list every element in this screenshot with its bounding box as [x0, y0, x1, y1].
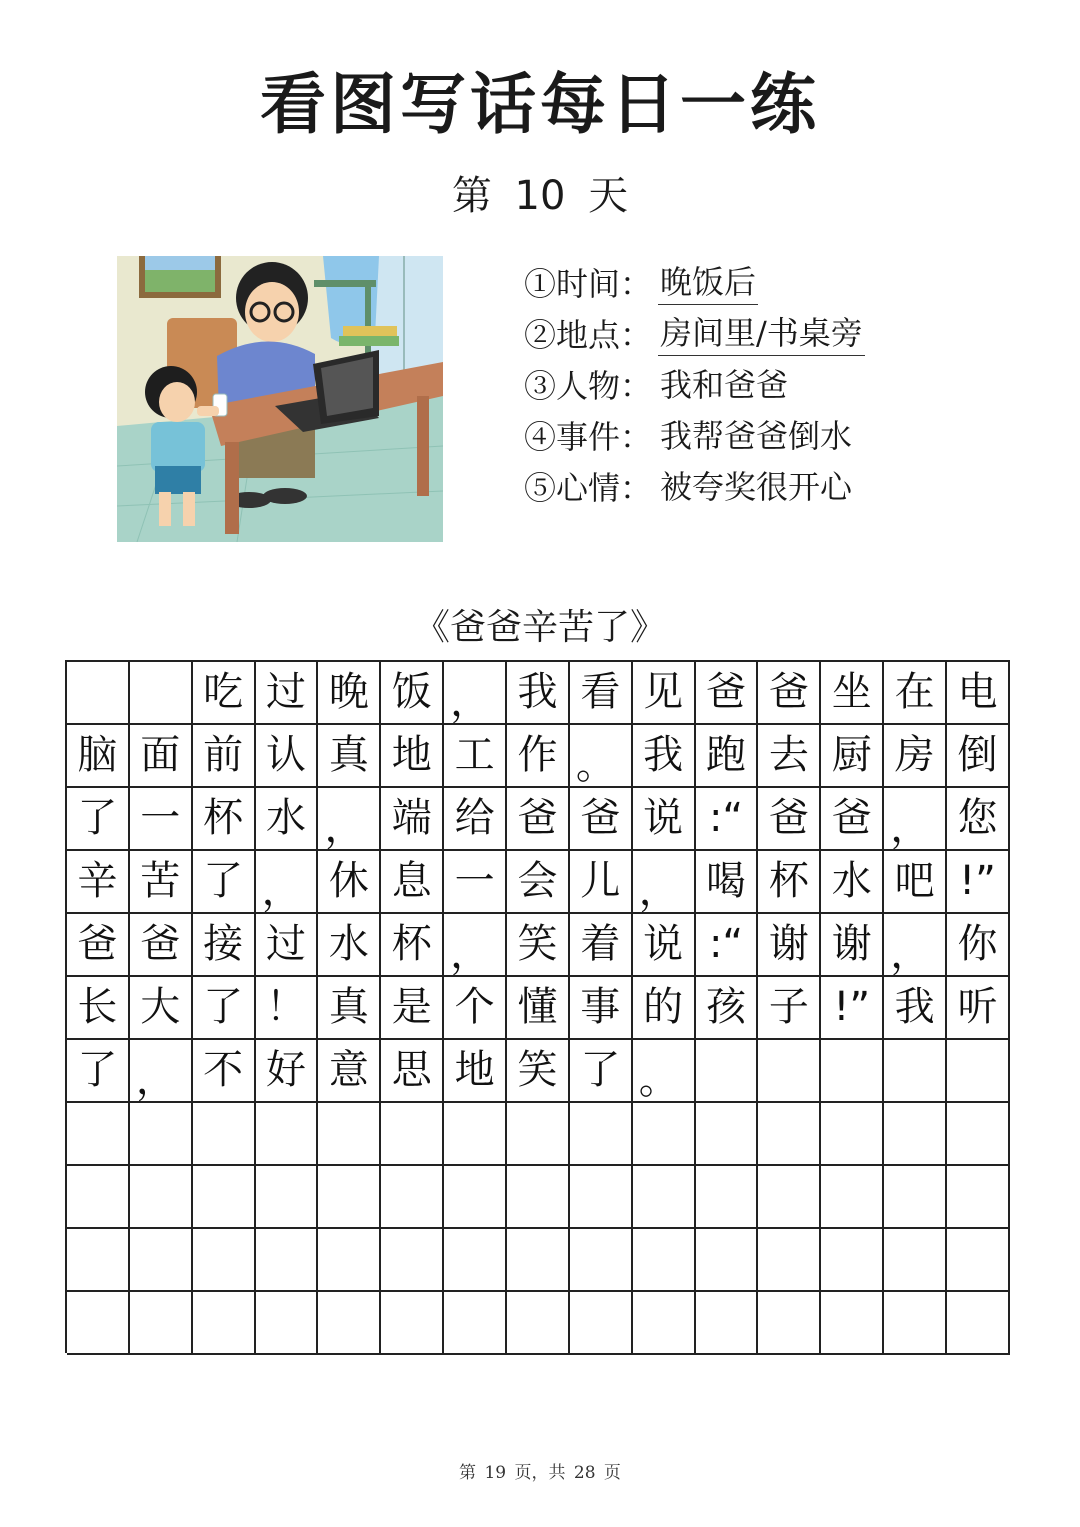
grid-cell: 晚 — [318, 662, 381, 725]
grid-cell — [758, 1040, 821, 1103]
grid-cell: 笑 — [507, 1040, 570, 1103]
grid-cell: 着 — [570, 914, 633, 977]
grid-cell — [193, 1166, 256, 1229]
grid-cell: 面 — [130, 725, 193, 788]
grid-cell: 倒 — [947, 725, 1010, 788]
grid-cell — [947, 1229, 1010, 1292]
grid-cell — [821, 1103, 884, 1166]
page-footer: 第 19 页，共 28 页 — [459, 1463, 621, 1483]
grid-cell: 给 — [444, 788, 507, 851]
grid-cell: 会 — [507, 851, 570, 914]
grid-cell — [696, 1292, 759, 1355]
grid-cell: ， — [130, 1040, 193, 1103]
grid-cell — [67, 1166, 130, 1229]
grid-cell: 。 — [633, 1040, 696, 1103]
grid-cell — [821, 1166, 884, 1229]
grid-cell: 爸 — [696, 662, 759, 725]
grid-row — [67, 1040, 1010, 1103]
grid-cell: 思 — [381, 1040, 444, 1103]
grid-cell: 看 — [570, 662, 633, 725]
grid-cell: 的 — [633, 977, 696, 1040]
grid-cell: 了 — [570, 1040, 633, 1103]
grid-cell — [67, 1103, 130, 1166]
grid-cell: 前 — [193, 725, 256, 788]
info-item — [524, 462, 1044, 513]
grid-cell: 去 — [758, 725, 821, 788]
grid-cell: 听 — [947, 977, 1010, 1040]
grid-cell: 在 — [884, 662, 947, 725]
grid-cell: 接 — [193, 914, 256, 977]
grid-cell — [947, 1040, 1010, 1103]
grid-cell: 见 — [633, 662, 696, 725]
grid-cell: 杯 — [758, 851, 821, 914]
grid-cell — [507, 1229, 570, 1292]
grid-cell: 吃 — [193, 662, 256, 725]
grid-cell — [130, 1166, 193, 1229]
grid-cell: :“ — [696, 788, 759, 851]
grid-cell: 爸 — [758, 662, 821, 725]
grid-cell: 真 — [318, 977, 381, 1040]
grid-cell — [130, 1229, 193, 1292]
grid-cell — [633, 1292, 696, 1355]
grid-cell — [884, 1229, 947, 1292]
grid-cell — [381, 1103, 444, 1166]
grid-cell: ， — [633, 851, 696, 914]
info-item — [524, 360, 1044, 411]
grid-row — [67, 1103, 1010, 1166]
grid-cell — [507, 1103, 570, 1166]
grid-cell: 爸 — [570, 788, 633, 851]
grid-cell: 饭 — [381, 662, 444, 725]
grid-cell: 了 — [67, 788, 130, 851]
grid-cell: 意 — [318, 1040, 381, 1103]
grid-cell: 休 — [318, 851, 381, 914]
essay-title: 《爸爸辛苦了》 — [413, 607, 666, 648]
grid-cell: 个 — [444, 977, 507, 1040]
grid-cell — [570, 1166, 633, 1229]
grid-cell — [947, 1166, 1010, 1229]
grid-cell — [318, 1229, 381, 1292]
grid-cell: !” — [947, 851, 1010, 914]
grid-row — [67, 851, 1010, 914]
grid-cell: 作 — [507, 725, 570, 788]
grid-cell — [130, 1292, 193, 1355]
grid-cell: 我 — [884, 977, 947, 1040]
grid-cell: ， — [444, 662, 507, 725]
grid-cell: ！ — [256, 977, 319, 1040]
grid-cell: 懂 — [507, 977, 570, 1040]
grid-cell: 真 — [318, 725, 381, 788]
grid-cell: 厨 — [821, 725, 884, 788]
grid-cell: 脑 — [67, 725, 130, 788]
grid-cell — [67, 1292, 130, 1355]
grid-cell — [193, 1229, 256, 1292]
grid-cell: 爸 — [130, 914, 193, 977]
grid-cell: 孩 — [696, 977, 759, 1040]
grid-row — [67, 1292, 1010, 1355]
info-value: 被夸奖很开心 — [660, 467, 853, 506]
grid-row — [67, 914, 1010, 977]
grid-cell: 长 — [67, 977, 130, 1040]
grid-cell: 坐 — [821, 662, 884, 725]
info-value: 我和爸爸 — [660, 365, 789, 404]
grid-cell: 我 — [507, 662, 570, 725]
grid-cell: ， — [884, 914, 947, 977]
grid-cell: 息 — [381, 851, 444, 914]
grid-cell — [318, 1103, 381, 1166]
grid-row — [67, 977, 1010, 1040]
grid-cell — [696, 1229, 759, 1292]
grid-cell: 了 — [193, 851, 256, 914]
grid-cell: 电 — [947, 662, 1010, 725]
grid-row — [67, 1229, 1010, 1292]
grid-cell — [130, 662, 193, 725]
grid-cell: 过 — [256, 914, 319, 977]
grid-cell — [884, 1103, 947, 1166]
grid-row — [67, 662, 1010, 725]
grid-cell: 一 — [444, 851, 507, 914]
grid-cell — [381, 1229, 444, 1292]
grid-cell — [381, 1166, 444, 1229]
grid-cell — [570, 1229, 633, 1292]
grid-cell: :“ — [696, 914, 759, 977]
grid-row — [67, 1166, 1010, 1229]
grid-cell: ， — [444, 914, 507, 977]
grid-cell — [758, 1229, 821, 1292]
grid-cell: 杯 — [381, 914, 444, 977]
info-item — [524, 411, 1044, 462]
grid-cell: 爸 — [507, 788, 570, 851]
info-label: ④事件： — [524, 417, 653, 456]
grid-cell: 爸 — [67, 914, 130, 977]
grid-cell: 您 — [947, 788, 1010, 851]
grid-cell — [884, 1166, 947, 1229]
grid-cell — [570, 1103, 633, 1166]
grid-cell: 儿 — [570, 851, 633, 914]
grid-cell: 喝 — [696, 851, 759, 914]
grid-cell — [67, 1229, 130, 1292]
grid-cell: 水 — [821, 851, 884, 914]
grid-cell — [696, 1103, 759, 1166]
grid-cell: 端 — [381, 788, 444, 851]
info-label: ⑤心情： — [524, 468, 653, 507]
grid-cell — [444, 1166, 507, 1229]
grid-cell — [256, 1229, 319, 1292]
grid-cell — [193, 1103, 256, 1166]
grid-cell — [444, 1292, 507, 1355]
grid-cell — [696, 1040, 759, 1103]
grid-row — [67, 725, 1010, 788]
grid-cell: 过 — [256, 662, 319, 725]
grid-cell — [130, 1103, 193, 1166]
info-value: 晚饭后 — [658, 262, 758, 305]
grid-cell: ， — [256, 851, 319, 914]
grid-cell — [633, 1166, 696, 1229]
grid-cell — [381, 1292, 444, 1355]
grid-cell: 吧 — [884, 851, 947, 914]
info-value: 房间里/书桌旁 — [658, 313, 865, 356]
info-label: ③人物： — [524, 366, 653, 405]
grid-cell — [947, 1292, 1010, 1355]
grid-cell — [758, 1292, 821, 1355]
grid-cell: 地 — [444, 1040, 507, 1103]
grid-cell: 说 — [633, 788, 696, 851]
grid-cell — [256, 1292, 319, 1355]
grid-cell: 辛 — [67, 851, 130, 914]
grid-cell: 笑 — [507, 914, 570, 977]
grid-cell: ， — [884, 788, 947, 851]
grid-cell: 爸 — [758, 788, 821, 851]
grid-cell: 水 — [256, 788, 319, 851]
info-item — [524, 309, 1044, 360]
grid-cell: 房 — [884, 725, 947, 788]
page-title: 看图写话每日一练 — [260, 66, 820, 143]
grid-cell: 大 — [130, 977, 193, 1040]
grid-cell: 苦 — [130, 851, 193, 914]
day-number: 第 10 天 — [451, 173, 629, 219]
grid-cell — [758, 1103, 821, 1166]
grid-cell: 不 — [193, 1040, 256, 1103]
grid-cell — [193, 1292, 256, 1355]
grid-cell — [821, 1292, 884, 1355]
grid-cell: !” — [821, 977, 884, 1040]
grid-cell — [444, 1103, 507, 1166]
grid-cell: 跑 — [696, 725, 759, 788]
info-label: ②地点： — [524, 315, 653, 354]
grid-cell — [507, 1292, 570, 1355]
grid-cell: 了 — [193, 977, 256, 1040]
grid-cell: 事 — [570, 977, 633, 1040]
grid-row — [67, 788, 1010, 851]
grid-cell: 爸 — [821, 788, 884, 851]
grid-cell — [318, 1292, 381, 1355]
grid-cell: 工 — [444, 725, 507, 788]
grid-cell: 说 — [633, 914, 696, 977]
grid-cell — [821, 1229, 884, 1292]
grid-cell — [696, 1166, 759, 1229]
grid-cell: 好 — [256, 1040, 319, 1103]
info-list — [524, 258, 1044, 513]
grid-cell — [884, 1292, 947, 1355]
grid-cell: ， — [318, 788, 381, 851]
grid-cell: 了 — [67, 1040, 130, 1103]
grid-cell — [633, 1229, 696, 1292]
grid-cell: 地 — [381, 725, 444, 788]
info-label: ①时间： — [524, 264, 653, 303]
grid-cell — [570, 1292, 633, 1355]
grid-cell — [821, 1040, 884, 1103]
grid-cell: 。 — [570, 725, 633, 788]
grid-cell — [947, 1103, 1010, 1166]
grid-cell — [758, 1166, 821, 1229]
grid-cell — [507, 1166, 570, 1229]
grid-cell — [67, 662, 130, 725]
grid-cell: 认 — [256, 725, 319, 788]
grid-cell: 我 — [633, 725, 696, 788]
grid-cell — [256, 1166, 319, 1229]
info-value: 我帮爸爸倒水 — [660, 416, 853, 455]
grid-cell — [884, 1040, 947, 1103]
grid-cell: 是 — [381, 977, 444, 1040]
info-item — [524, 258, 1044, 309]
grid-cell — [318, 1166, 381, 1229]
grid-cell — [633, 1103, 696, 1166]
illustration-father-and-son — [117, 256, 443, 542]
grid-cell: 杯 — [193, 788, 256, 851]
grid-cell: 你 — [947, 914, 1010, 977]
grid-cell — [444, 1229, 507, 1292]
grid-cell: 一 — [130, 788, 193, 851]
grid-cell — [256, 1103, 319, 1166]
grid-cell: 谢 — [821, 914, 884, 977]
grid-cell: 子 — [758, 977, 821, 1040]
grid-cell: 谢 — [758, 914, 821, 977]
writing-grid — [65, 660, 1010, 1353]
grid-cell: 水 — [318, 914, 381, 977]
